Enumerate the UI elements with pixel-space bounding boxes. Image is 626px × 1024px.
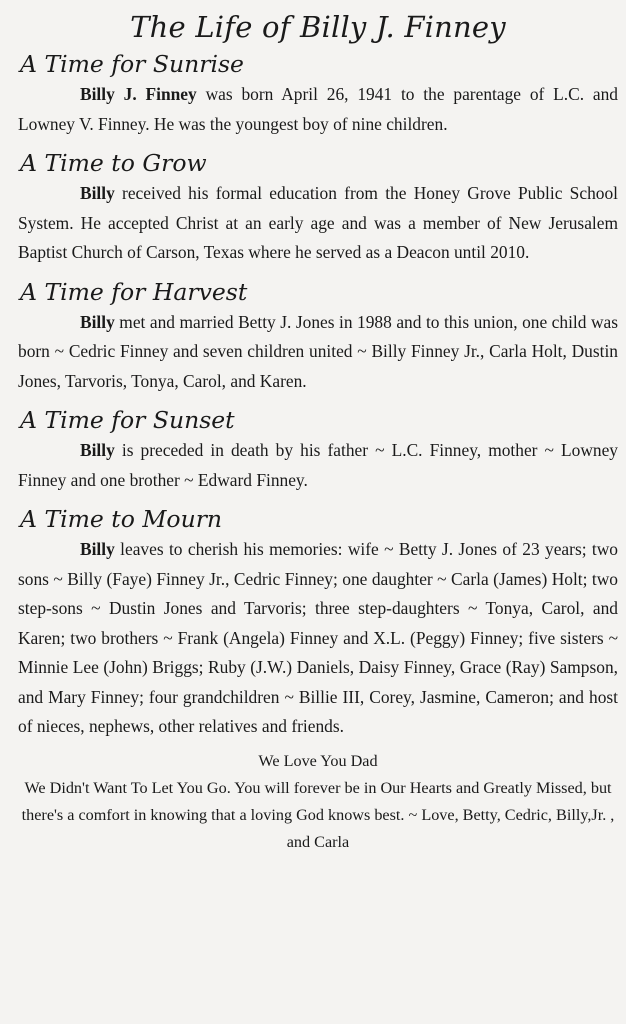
paragraph-text: leaves to cherish his memories: wife ~ Betty J. Jones of 23 years; two sons ~ Billy (Faye) Finney Jr., Cedric Finney; one daughter ~ Carla (James) Holt; two step-sons ~ Dustin Jones and Tarvoris; three step-daughters ~ Tonya, Carol, and Karen; two brothers ~ Frank (Angela) Finney and X.L. (Peggy) Finney; five sisters ~ Minnie Lee (John) Briggs; Ruby (J.W.) Daniels, Daisy Finney, Grace (Ray) Sampson, and Mary Finney; four grandchildren ~ Billie III, Corey, Jasmine, Cameron; and host of nieces, nephews, other relatives and friends. — [18, 539, 618, 736]
paragraph-text: was born April 26, 1941 to the parentage of L.C. and Lowney V. Finney. He was the youngest boy of nine children. — [18, 84, 619, 134]
lead-name: Billy — [80, 311, 115, 332]
closing-line-1: We Love You Dad — [258, 751, 378, 770]
section-mourn — [18, 505, 618, 742]
lead-name: Billy — [80, 183, 115, 203]
section-heading: A Time for Sunset — [20, 406, 235, 434]
paragraph-text: is preceded in death by his father ~ L.C. Finney, mother ~ Lowney Finney and one brother ~ Edward Finney. — [18, 440, 618, 490]
closing-line-2: We Didn't Want To Let You Go. You will forever be in Our Hearts and Greatly Missed, but there's a comfort in knowing that a loving God knows best. ~ Love, Betty, Cedric, Billy,Jr. , and Carla — [21, 778, 615, 851]
section-paragraph — [18, 80, 618, 139]
lead-name: Billy — [80, 440, 115, 460]
closing-message — [18, 748, 618, 856]
paragraph-text: received his formal education from the Honey Grove Public School System. He accepted Christ at an early age and was a member of New Jerusalem Baptist Church of Carson, Texas where he served as a Deacon until 2010. — [18, 183, 618, 262]
section-paragraph — [18, 179, 618, 268]
paragraph-text: met and married Betty J. Jones in 1988 and to this union, one child was born ~ Cedric Finney and seven children united ~ Billy Finney Jr., Carla Holt, Dustin Jones, Tarvoris, Tonya, Carol, and Karen. — [18, 311, 618, 391]
section-paragraph — [18, 436, 618, 495]
section-harvest — [18, 278, 618, 397]
section-heading: A Time to Mourn — [20, 505, 223, 533]
lead-name: Billy J. Finney — [80, 84, 197, 104]
page-title: The Life of Billy J. Finney — [130, 10, 506, 44]
section-sunset — [18, 406, 618, 495]
section-paragraph — [18, 535, 618, 742]
section-grow — [18, 149, 618, 268]
lead-name: Billy — [80, 539, 115, 559]
section-paragraph — [18, 308, 618, 397]
section-heading: A Time to Grow — [20, 149, 207, 177]
section-heading: A Time for Harvest — [20, 277, 248, 306]
section-heading: A Time for Sunrise — [20, 50, 244, 78]
section-sunrise — [18, 50, 618, 139]
